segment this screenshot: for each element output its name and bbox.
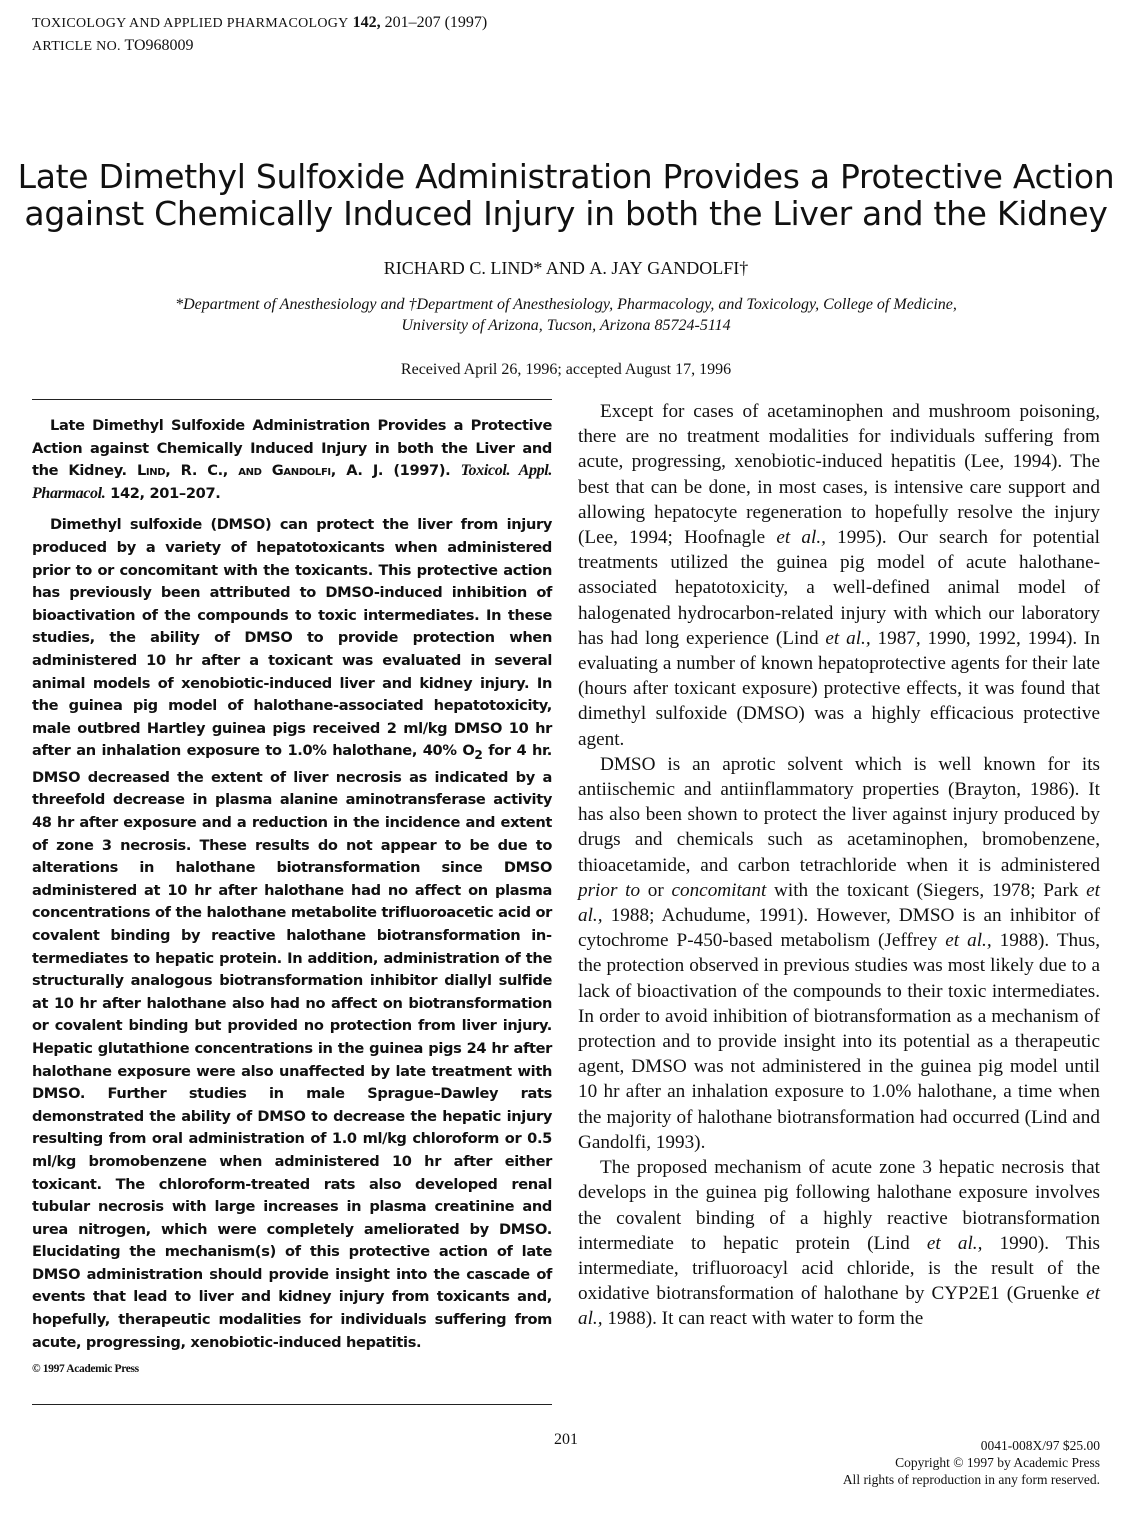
journal-header xyxy=(32,12,487,58)
journal-pages: 201–207 (1997) xyxy=(384,14,488,31)
p2-part-d: 1988). Thus, the protection observed in previous studies was most likely due to a lack of bioactivation of the compounds to their toxic intermediates. In order to avoid inhibition of biotransformation as a mechanism of protection and to provide insight into its potential as a therapeutic agent, DMSO was not administered in the guinea pig model until 10 hr after an inhalation exposure to 1.0% halothane, a time when the majority of halothane biotransformation had occurred (Lind and Gandolfi, 1993). xyxy=(578,930,1101,1153)
author-2-last-rest: ANDOLFI xyxy=(660,258,740,278)
p3-part-b: 1990). This intermediate, trifluoroacyl acid chloride, is the result of the oxidative biotransformation of halothane by CYP2E1 (Gruenke xyxy=(578,1232,1100,1305)
author-1-last-rest: IND xyxy=(501,258,534,278)
prior-to-emphasis: prior to xyxy=(578,879,641,901)
abstract-bottom-rule xyxy=(32,1404,552,1405)
author-2-last-initial: G xyxy=(647,258,661,278)
abstract xyxy=(32,415,552,1381)
title-line-2: against Chemically Induced Injury in both the Liver and the Kidney xyxy=(24,194,1108,233)
p1-part-b: 1995). Our search for potential treatments utilized the guinea pig model of acute halothane-associated hepatotoxicity, a well-defined animal model of halogenated hydrocarbon-related injury with which our laboratory has had long experience (Lind xyxy=(578,527,1100,649)
article-title xyxy=(0,158,1132,232)
abstract-copyright: © 1997 Academic Press xyxy=(32,1363,139,1376)
page-number: 201 xyxy=(554,1431,578,1448)
rights-line: All rights of reproduction in any form reserved. xyxy=(842,1472,1100,1487)
received-dates: Received April 26, 1996; accepted August 17, 1996 xyxy=(400,361,732,378)
p3-part-c: 1988). It can react with water to form the xyxy=(602,1308,924,1330)
et-al: et al., xyxy=(578,1283,1100,1330)
body-text xyxy=(578,399,1100,1332)
author-2-initial: A. J xyxy=(589,258,619,278)
author-2-mark: † xyxy=(739,258,749,278)
p1-part-c: 1987, 1990, 1992, 1994). In evaluating a number of known hepatoprotective agents for their late (hours after toxicant exposure) protective effects, it was found that dimethyl sulfoxide (DMSO) was a highly efficacious protective agent. xyxy=(578,627,1100,750)
body-paragraph-1 xyxy=(578,399,1100,752)
journal-volume: 142, xyxy=(352,14,381,31)
copyright-line: Copyright © 1997 by Academic Press xyxy=(895,1455,1100,1470)
p2-part-b: with the toxicant (Siegers, 1978; Park xyxy=(766,879,1087,901)
price-code: 0041-008X/97 $25.00 xyxy=(980,1438,1100,1453)
or-connector: or xyxy=(640,879,672,901)
author-1-first-rest: ICHARD xyxy=(395,258,465,278)
abstract-cite-journal: Toxicol. Appl. Pharmacol. xyxy=(32,462,552,502)
author-1-middle: C. L xyxy=(469,258,502,278)
journal-name: TOXICOLOGY AND APPLIED PHARMACOLOGY xyxy=(32,16,349,31)
author-1-mark: * xyxy=(533,258,543,278)
oxygen-subscript: 2 xyxy=(474,748,483,763)
et-al: et al., xyxy=(926,1232,983,1254)
body-paragraph-3 xyxy=(578,1155,1100,1331)
copyright-block xyxy=(843,1437,1100,1488)
p2-part-c: 1988; Achudume, 1991). However, DMSO is an inhibitor of cytochrome P-450-based metabolism (Jeffrey xyxy=(578,905,1100,952)
abstract-text-part-1: Dimethyl sulfoxide (DMSO) can protect the liver from injury produced by a variety of hepatotoxicants when administered prior to or concomitant with the toxicants. This protective action has previously been attributed to DMSO-induced inhibition of bioactivation of the compounds to toxic intermediates. In these studies, the ability of DMSO to provide protection when administered 10 hr after a toxicant was evaluated in several animal models of xenobiotic-induced liver and kidney injury. In the guinea pig model of halothane-associated hepatotoxicity, male outbred Hartley guinea pigs received 2 ml/kg DMSO 10 hr after an inhalation exposure to 1.0% halothane, 40% O xyxy=(32,516,552,760)
abstract-cite-authors: Lind, R. C., and Gandolfi, A. J. (1997). xyxy=(136,462,451,480)
author-1-initial: R xyxy=(383,258,396,278)
abstract-text xyxy=(32,514,552,1354)
affiliation-line-2: University of Arizona, Tucson, Arizona 85724-5114 xyxy=(401,317,731,334)
author-2-first-rest: AY xyxy=(618,258,643,278)
p2-part-a: DMSO is an aprotic solvent which is well known for its antiischemic and antiinflammatory properties (Brayton, 1986). It has also been shown to protect the liver against injury produced by drugs and chemicals such as acetaminophen, bromobenzene, thioacetamide, and carbon tetrachloride when it is administered xyxy=(578,753,1100,876)
article-number: TO968009 xyxy=(124,37,194,54)
abstract-top-rule xyxy=(32,399,552,400)
et-al: et al., xyxy=(578,879,1100,927)
affiliation xyxy=(0,294,1132,336)
et-al: et al., xyxy=(945,930,992,952)
p1-part-a: Except for cases of acetaminophen and mushroom poisoning, there are no treatment modalities for individuals suffering from acute, progressing, xenobiotic-induced hepatitis (Lee, 1994). The best that can be done, in most cases, is intensive care support and allowing hepatocyte regeneration to hopefully resolve the injury (Lee, 1994; Hoofnagle xyxy=(578,401,1100,549)
concomitant-emphasis: concomitant xyxy=(671,879,767,901)
et-al: et al., xyxy=(776,527,826,549)
body-paragraph-2 xyxy=(578,752,1100,1155)
abstract-text-part-2: for 4 hr. DMSO decreased the extent of liver necrosis as indicated by a threefold decrease in plasma alanine aminotransferase activity 48 hr after exposure and a reduction in the incidence and extent of zone 3 necrosis. These results do not appear to be due to alterations in halothane biotransformation since DMSO administered at 10 hr after halothane had no affect on plasma concentrations of the halothane metabolite trifluoroacetic acid or covalent binding by reactive halothane biotransformation intermediates to hepatic protein. In addition, administration of the structurally analogous biotransformation inhibitor diallyl sulfide at 10 hr after halothane also had no affect on biotransformation or covalent binding but provided no protection from liver injury. Hepatic glutathione concentrations in the guinea pigs 24 hr after halothane exposure were also unaffected by late treatment with DMSO. Further studies in male Sprague–Dawley rats demonstrated the ability of DMSO to decrease the hepatic injury resulting from oral administration of 1.0 ml/kg chloroform or 0.5 ml/kg bromobenzene when administered 10 hr after either toxicant. The chloroform-treated rats also developed renal tubular necrosis with large increases in plasma creatinine and urea nitrogen, which were completely ameliorated by DMSO. Elucidating the mechanism(s) of this protective action of late DMSO administration should provide insight into the cascade of events that lead to liver and kidney injury from toxicants and, hopefully, therapeutic modalities for individuals suffering from acute, progressing, xenobiotic-induced hepatitis. xyxy=(32,742,552,1351)
abstract-cite-title: Late Dimethyl Sulfoxide Administration Provides a Protective Action against Chemically Induced Injury in both the Liver and the Kidney. xyxy=(32,417,552,480)
author-conjunction: AND xyxy=(542,258,590,278)
et-al: et al., xyxy=(825,627,871,649)
author-list xyxy=(0,258,1132,279)
affiliation-line-1: *Department of Anesthesiology and †Department of Anesthesiology, Pharmacology, and Toxicology, College of Medicine, xyxy=(175,296,957,313)
abstract-citation xyxy=(32,415,552,505)
title-line-1: Late Dimethyl Sulfoxide Administration Provides a Protective Action xyxy=(17,157,1115,196)
article-label: ARTICLE NO. xyxy=(32,39,121,54)
p3-part-a: The proposed mechanism of acute zone 3 hepatic necrosis that develops in the guinea pig following halothane exposure involves the covalent binding of a highly reactive biotransformation intermediate to hepatic protein (Lind xyxy=(578,1157,1100,1254)
abstract-cite-volume: 142, 201–207. xyxy=(110,484,221,502)
